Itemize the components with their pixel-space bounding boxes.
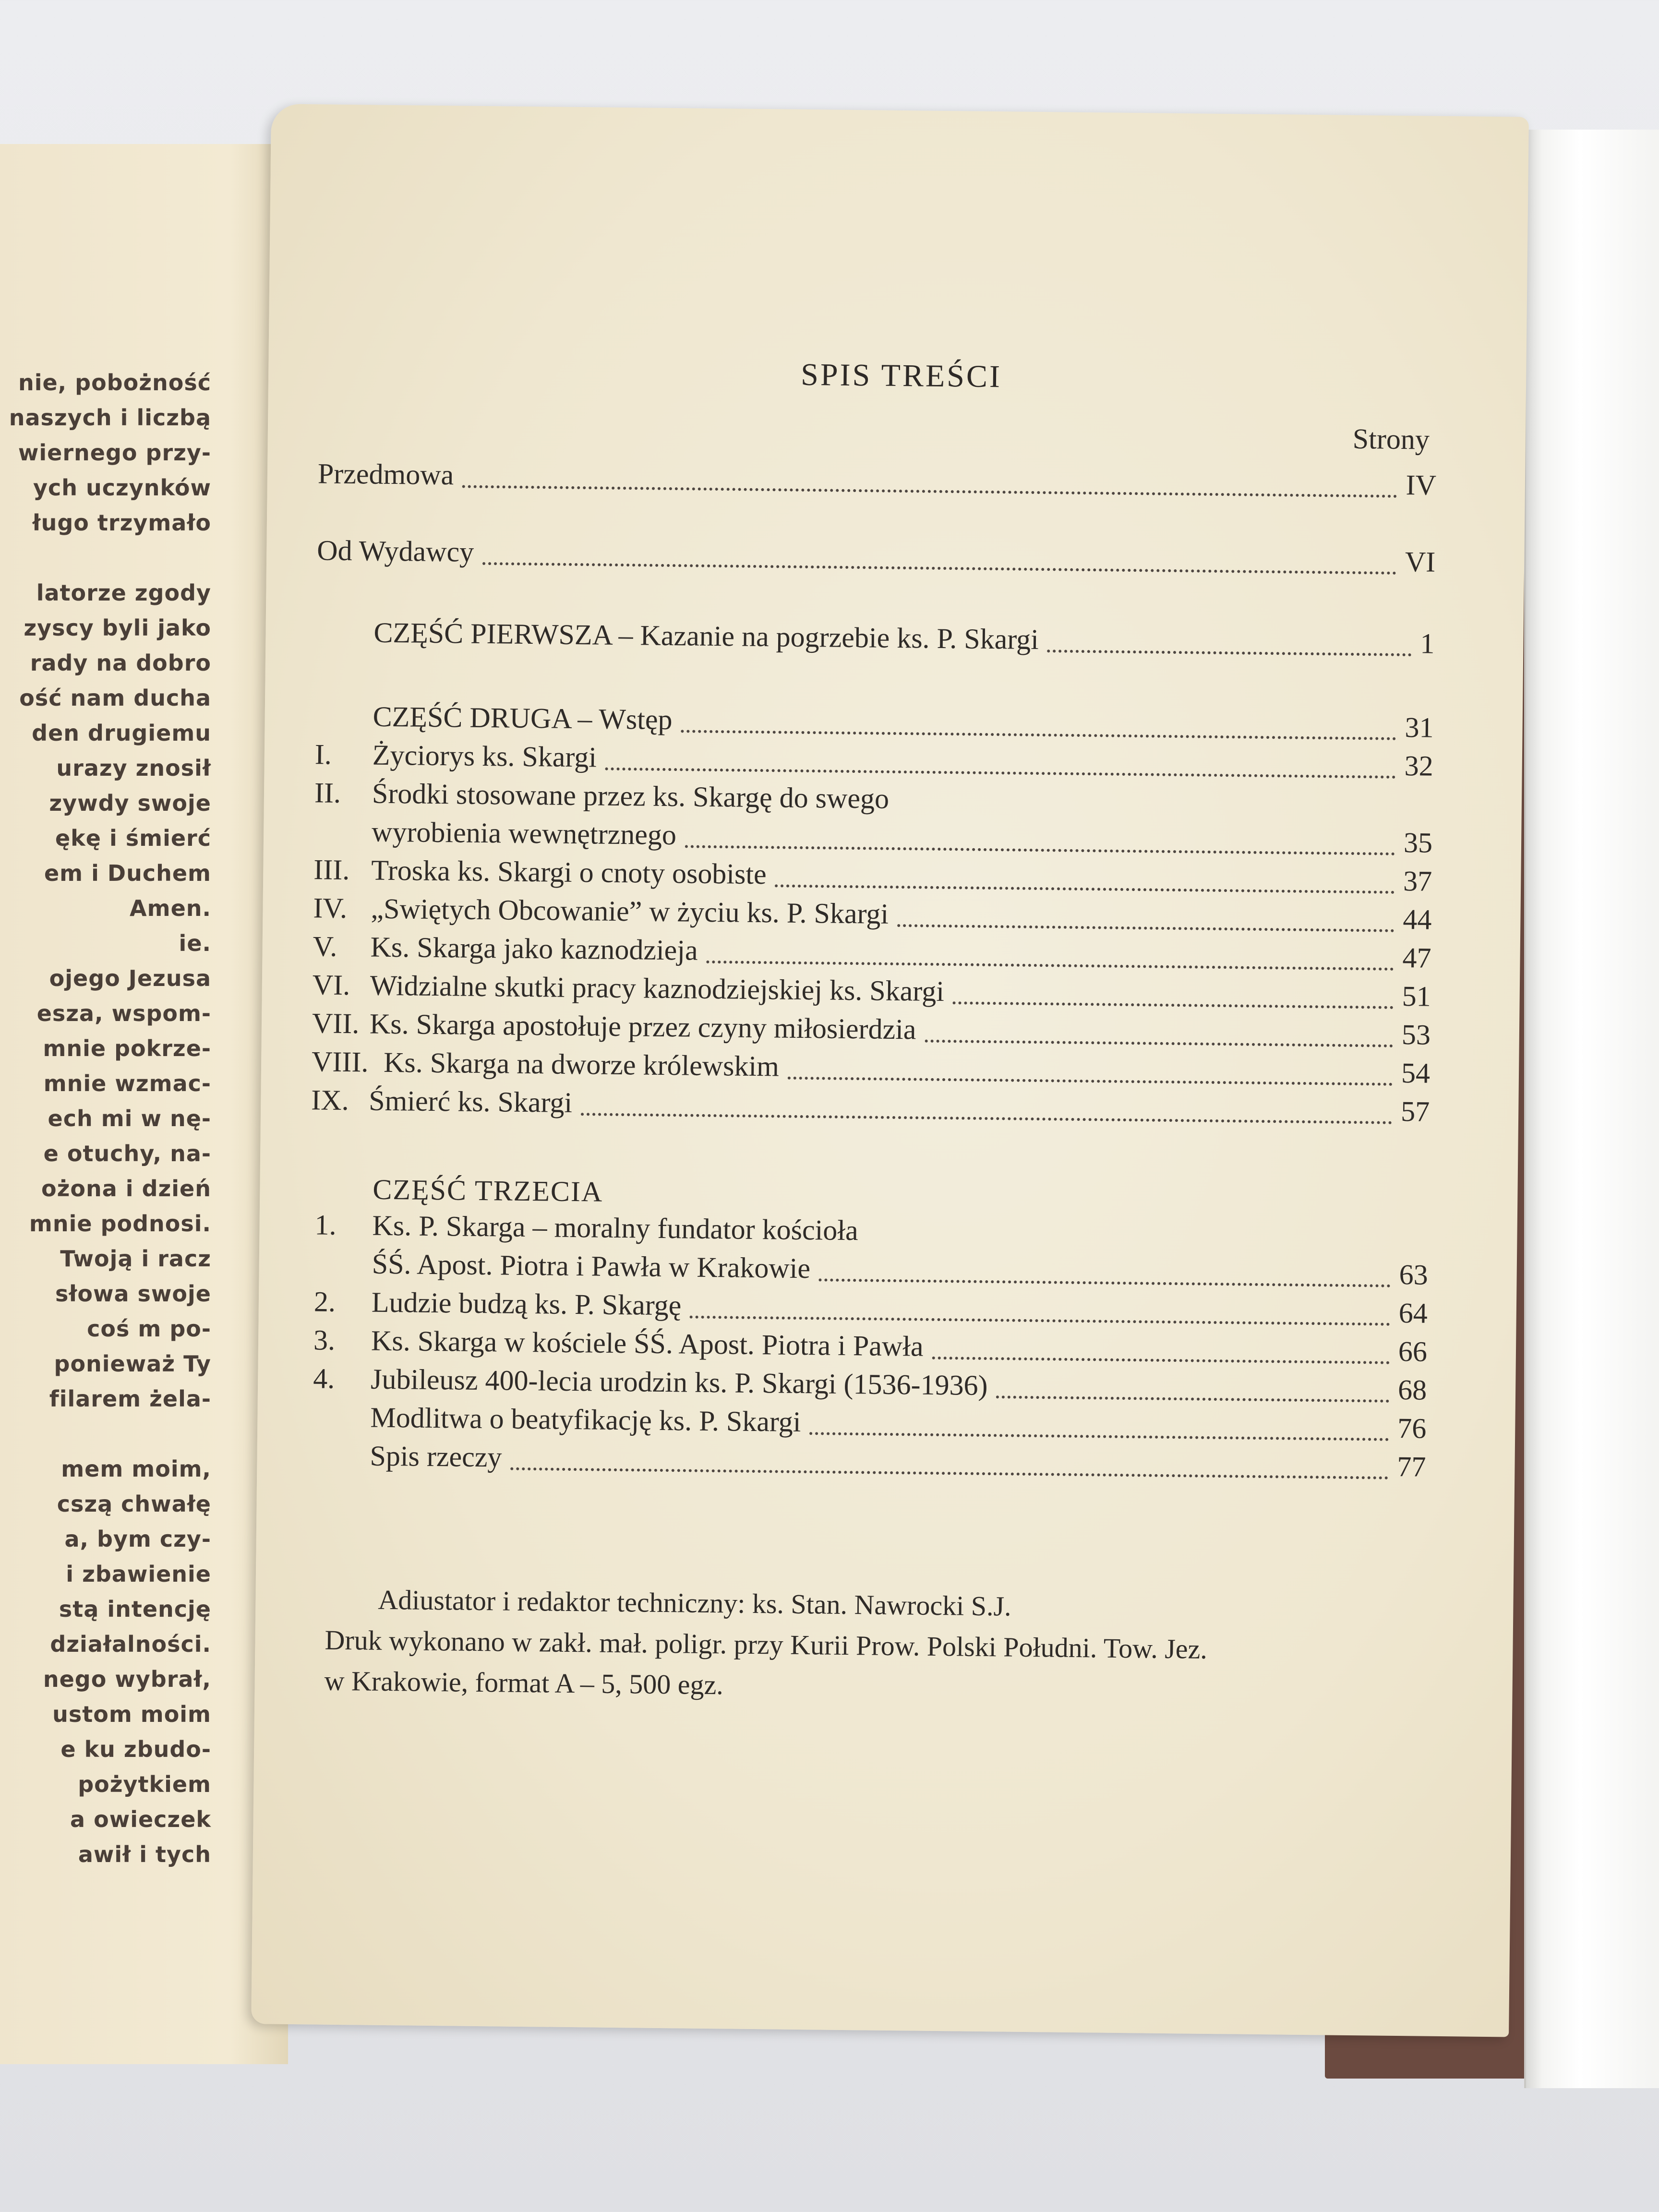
left-page-line: ech mi w nę- [48, 1106, 211, 1131]
toc-row-part2-heading: CZĘŚĆ DRUGA – Wstęp 31 [373, 700, 1434, 744]
toc-row: Ks. Skarga w kościele ŚŚ. Apost. Piotra i Pawła 66 [371, 1324, 1428, 1368]
left-page-line: Amen. [130, 895, 211, 921]
toc-row: Ks. Skarga na dworze królewskim 54 [383, 1046, 1431, 1089]
toc-num: 4. [313, 1362, 335, 1395]
toc-row: Życiorys ks. Skargi 32 [372, 739, 1434, 782]
left-page-line: coś m po- [87, 1316, 211, 1342]
toc-num: V. [313, 930, 337, 962]
left-page-line: nego wybrał, [43, 1666, 211, 1692]
page-number: 77 [1397, 1451, 1426, 1483]
left-page-line: zyscy byli jako [24, 615, 211, 641]
left-page-line: a, bym czy- [64, 1526, 211, 1552]
toc-row: Widzialne skutki pracy kaznodziejskiej ks. Skargi 51 [370, 969, 1431, 1012]
left-page-line: wiernego przy- [18, 440, 211, 466]
page-number: 68 [1397, 1374, 1427, 1406]
page-number: 76 [1397, 1412, 1427, 1444]
toc-row: ŚŚ. Apost. Piotra i Pawła w Krakowie 63 [372, 1248, 1429, 1291]
page-stack [1524, 130, 1659, 2088]
page-number: VI [1405, 546, 1436, 578]
toc-label: Ks. P. Skarga – moralny fundator kościoła [372, 1209, 859, 1247]
toc-num: VIII. [311, 1046, 369, 1078]
toc-row: Modlitwa o beatyfikację ks. P. Skargi 76 [370, 1401, 1427, 1444]
page-number: 63 [1399, 1259, 1429, 1291]
page-number: 31 [1405, 711, 1434, 744]
toc-num: 3. [313, 1324, 336, 1356]
left-page-line: ych uczynków [33, 475, 211, 501]
toc-row: Troska ks. Skargi o cnoty osobiste 37 [371, 854, 1432, 897]
page-number: 44 [1403, 903, 1432, 936]
imprint-line-3: w Krakowie, format A – 5, 500 egz. [324, 1665, 724, 1701]
toc-row: Śmierć ks. Skargi 57 [368, 1084, 1430, 1128]
toc-num: II. [314, 777, 341, 809]
page-number: 47 [1402, 942, 1431, 974]
left-page-line: zywdy swoje [49, 790, 211, 816]
left-page-line: a owieczek [70, 1806, 211, 1832]
toc-label: Środki stosowane przez ks. Skargę do swego [372, 777, 890, 815]
left-page [0, 144, 288, 2064]
left-page-line: e otuchy, na- [43, 1141, 211, 1166]
toc-row: Spis rzeczy 77 [370, 1440, 1426, 1483]
toc-num: I. [314, 738, 332, 770]
left-page-line: ość nam ducha [19, 685, 211, 711]
toc-page [251, 104, 1529, 2037]
left-page-line: i zbawienie [66, 1561, 211, 1587]
toc-num: III. [313, 854, 350, 886]
left-page-line: naszych i liczbą [9, 405, 211, 431]
left-page-line: den drugiemu [32, 720, 211, 746]
left-page-line: filarem żela- [49, 1386, 211, 1412]
left-page-line: mnie wzmac- [43, 1070, 211, 1096]
toc-num: 2. [313, 1286, 336, 1318]
left-page-line: ożona i dzień [41, 1176, 211, 1202]
left-page-line: latorze zgody [36, 580, 211, 606]
toc-row-przedmowa: Przedmowa IV [317, 457, 1437, 501]
left-page-line: Twoją i racz [60, 1246, 211, 1272]
toc-row: wyrobienia wewnętrznego 35 [371, 816, 1433, 859]
page-number: 57 [1400, 1095, 1430, 1128]
page-number: IV [1406, 469, 1437, 501]
left-page-line: ie. [179, 930, 211, 956]
toc-num: IX. [311, 1084, 349, 1117]
toc-num: IV. [313, 892, 348, 925]
left-page-line: ponieważ Ty [54, 1351, 211, 1377]
toc-num: VII. [312, 1007, 360, 1040]
page-title: SPIS TREŚCI [800, 357, 1002, 395]
page-number: 51 [1402, 980, 1431, 1012]
page-number: 1 [1420, 627, 1435, 660]
toc-row: Ks. Skarga apostołuje przez czyny miłosierdzia 53 [369, 1008, 1431, 1051]
left-page-line: ękę i śmierć [55, 825, 211, 851]
page-number: 37 [1403, 865, 1432, 897]
left-page-line: stą intencję [59, 1596, 211, 1622]
imprint-line-2: Druk wykonano w zakł. mał. poligr. przy Kurii Prow. Polski Południ. Tow. Jez. [325, 1624, 1208, 1665]
part3-heading: CZĘŚĆ TRZECIA [373, 1173, 603, 1208]
toc-num: 1. [314, 1209, 337, 1241]
toc-row: Ludzie budzą ks. P. Skargę 64 [371, 1286, 1428, 1329]
pages-column-header: Strony [1352, 422, 1430, 456]
left-page-line: działalności. [50, 1631, 211, 1657]
page-number: 66 [1398, 1335, 1428, 1368]
left-page-line: esza, wspom- [36, 1000, 211, 1026]
left-page-line: ustom moim [52, 1701, 211, 1727]
page-number: 32 [1404, 750, 1434, 782]
toc-row-part1: CZĘŚĆ PIERWSZA – Kazanie na pogrzebie ks. P. Skargi 1 [373, 616, 1435, 660]
left-page-line: e ku zbudo- [60, 1736, 211, 1762]
left-page-line: cszą chwałę [57, 1491, 211, 1517]
toc-row: Jubileusz 400-lecia urodzin ks. P. Skargi (1536-1936) 68 [370, 1363, 1427, 1406]
left-page-line: em i Duchem [44, 860, 211, 886]
toc-row: „Swiętych Obcowanie” w życiu ks. P. Skargi 44 [371, 892, 1432, 936]
page-number: 64 [1398, 1297, 1428, 1329]
left-page-line: słowa swoje [55, 1281, 211, 1307]
page-number: 35 [1403, 827, 1433, 859]
left-page-line: ługo trzymało [32, 510, 211, 536]
toc-num: VI. [312, 969, 350, 1001]
toc-row-od-wydawcy: Od Wydawcy VI [316, 534, 1436, 578]
left-page-line: awił i tych [78, 1841, 211, 1867]
toc-row: Ks. Skarga jako kaznodzieja 47 [370, 931, 1431, 974]
left-page-line: ojego Jezusa [49, 965, 211, 991]
left-page-line: mem moim, [61, 1456, 211, 1482]
imprint-line-1: Adiustator i redaktor techniczny: ks. Stan. Nawrocki S.J. [378, 1584, 1011, 1622]
left-page-line: nie, pobożność [18, 370, 211, 396]
left-page-line: pożytkiem [78, 1771, 211, 1797]
left-page-line: rady na dobro [30, 650, 211, 676]
left-page-line: mnie podnosi. [29, 1211, 211, 1237]
left-page-line: mnie pokrze- [43, 1035, 211, 1061]
left-page-line: urazy znosił [56, 755, 211, 781]
page-number: 54 [1401, 1057, 1431, 1089]
page-number: 53 [1401, 1019, 1431, 1051]
